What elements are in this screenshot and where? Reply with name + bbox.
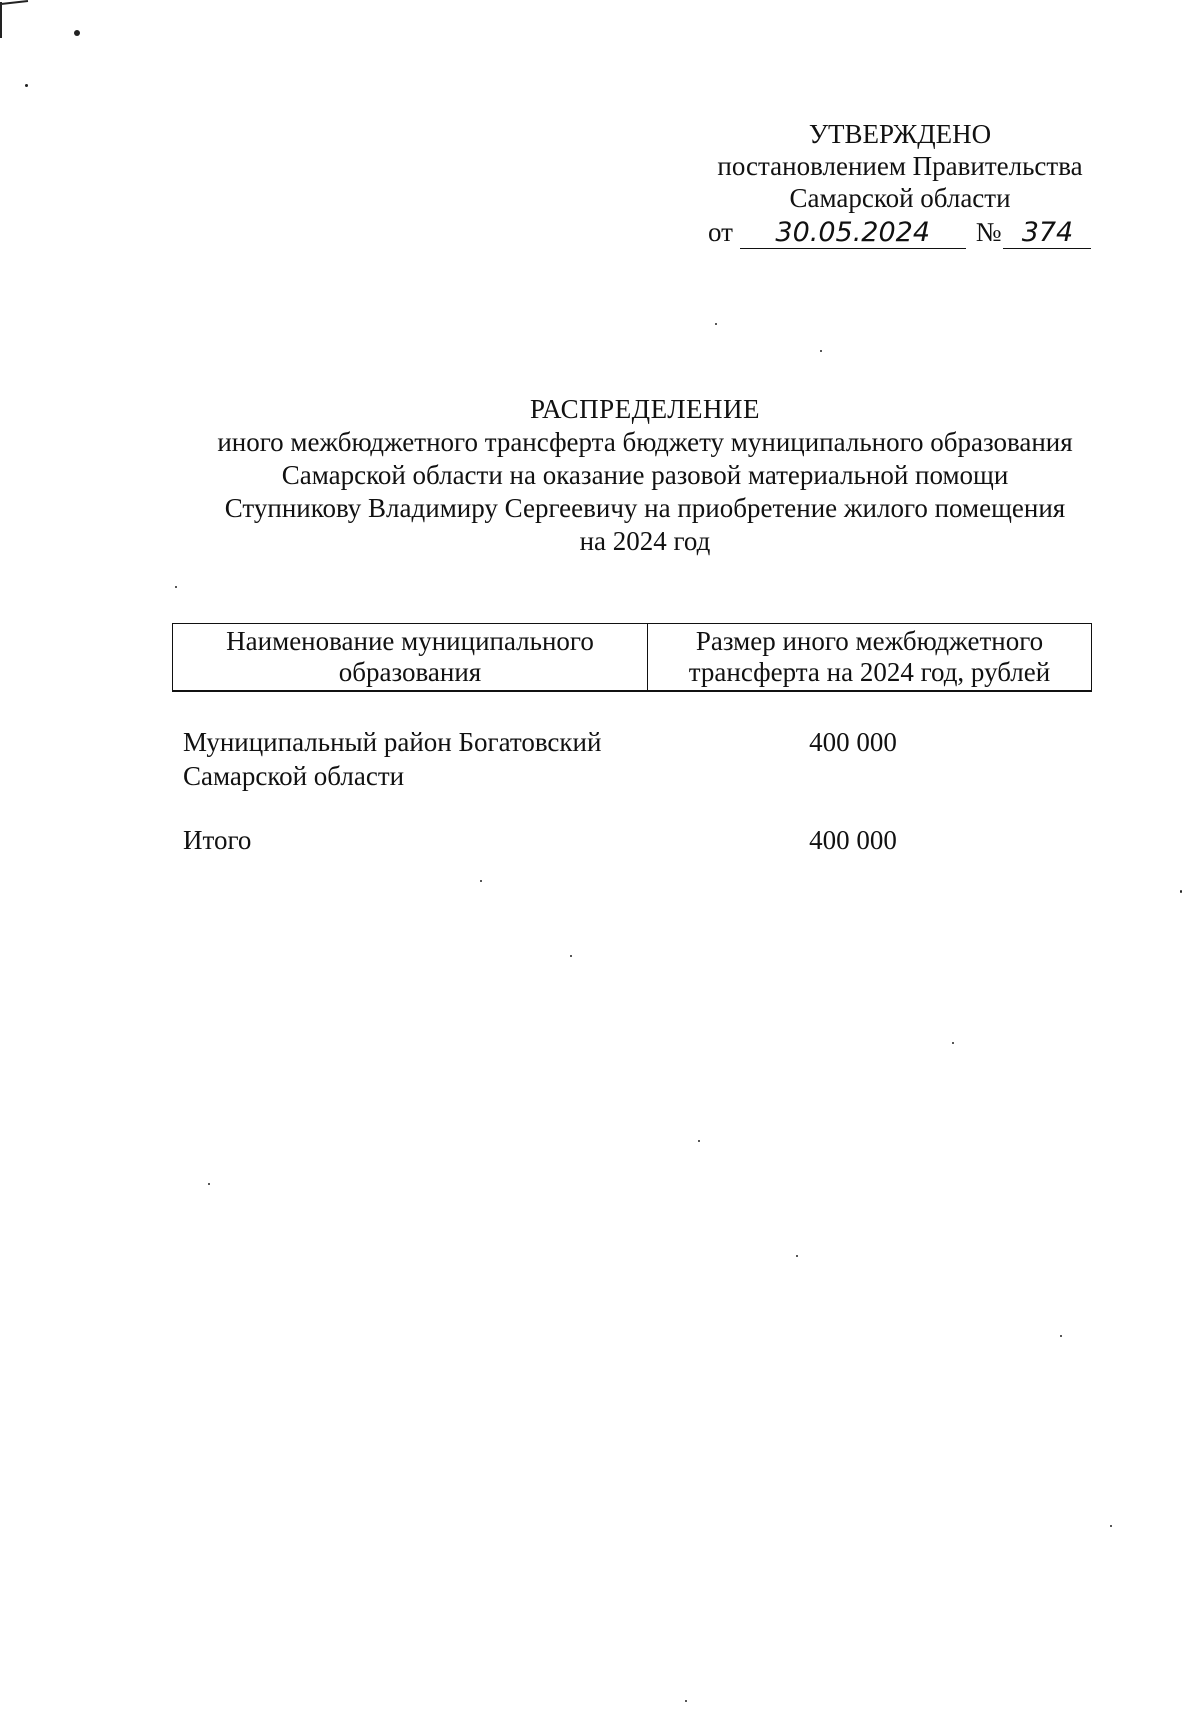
row-name-line-1: Муниципальный район Богатовский bbox=[183, 727, 602, 757]
header-amount bbox=[648, 624, 1092, 690]
scan-speck bbox=[74, 30, 80, 36]
scan-speck bbox=[570, 955, 572, 957]
scan-speck bbox=[952, 1042, 954, 1044]
approved-by-line: постановлением Правительства bbox=[717, 151, 1083, 181]
row-municipality-name bbox=[183, 725, 643, 793]
row-name-line-2: Самарской области bbox=[183, 761, 405, 791]
scan-speck bbox=[820, 350, 822, 352]
approved-label: УТВЕРЖДЕНО bbox=[808, 119, 992, 149]
scan-speck bbox=[796, 1255, 798, 1257]
header-municipality bbox=[172, 624, 648, 690]
scan-speck bbox=[1110, 1525, 1112, 1527]
table-row bbox=[183, 725, 1083, 793]
total-label: Итого bbox=[183, 825, 252, 855]
approval-stamp-block bbox=[690, 118, 1110, 249]
title-heading: РАСПРЕДЕЛЕНИЕ bbox=[529, 394, 761, 424]
number-sign: № bbox=[975, 217, 1002, 247]
title-line-2: Самарской области на оказание разовой материальной помощи bbox=[281, 460, 1009, 490]
table-row-total bbox=[183, 823, 1083, 857]
title-line-4: на 2024 год bbox=[579, 526, 711, 556]
table-header bbox=[172, 623, 1092, 692]
scan-speck bbox=[175, 586, 177, 588]
scan-corner-mark bbox=[0, 0, 30, 40]
document-title bbox=[170, 393, 1120, 558]
approval-number: 374 bbox=[1003, 218, 1091, 249]
approved-region: Самарской области bbox=[789, 183, 1011, 213]
total-amount: 400 000 bbox=[809, 825, 897, 855]
scan-speck bbox=[685, 1700, 687, 1702]
row-amount: 400 000 bbox=[809, 727, 897, 757]
scan-speck bbox=[1060, 1335, 1062, 1337]
approval-date-line bbox=[690, 216, 1110, 249]
title-line-3: Ступникову Владимиру Сергеевичу на приобретение жилого помещения bbox=[224, 493, 1066, 523]
from-label: от bbox=[708, 217, 733, 247]
scan-speck bbox=[698, 1140, 700, 1142]
scan-speck bbox=[208, 1183, 210, 1185]
header-municipality-text: Наименование муниципального образования bbox=[226, 626, 594, 687]
scan-speck bbox=[480, 880, 482, 882]
approval-date: 30.05.2024 bbox=[740, 218, 966, 249]
scan-speck bbox=[25, 84, 28, 87]
title-line-1: иного межбюджетного трансферта бюджету муниципального образования bbox=[217, 427, 1073, 457]
scan-speck bbox=[1180, 890, 1182, 893]
scan-speck bbox=[715, 323, 717, 325]
table-body bbox=[183, 725, 1083, 887]
header-amount-text: Размер иного межбюджетного трансферта на 2024 год, рублей bbox=[688, 626, 1051, 687]
